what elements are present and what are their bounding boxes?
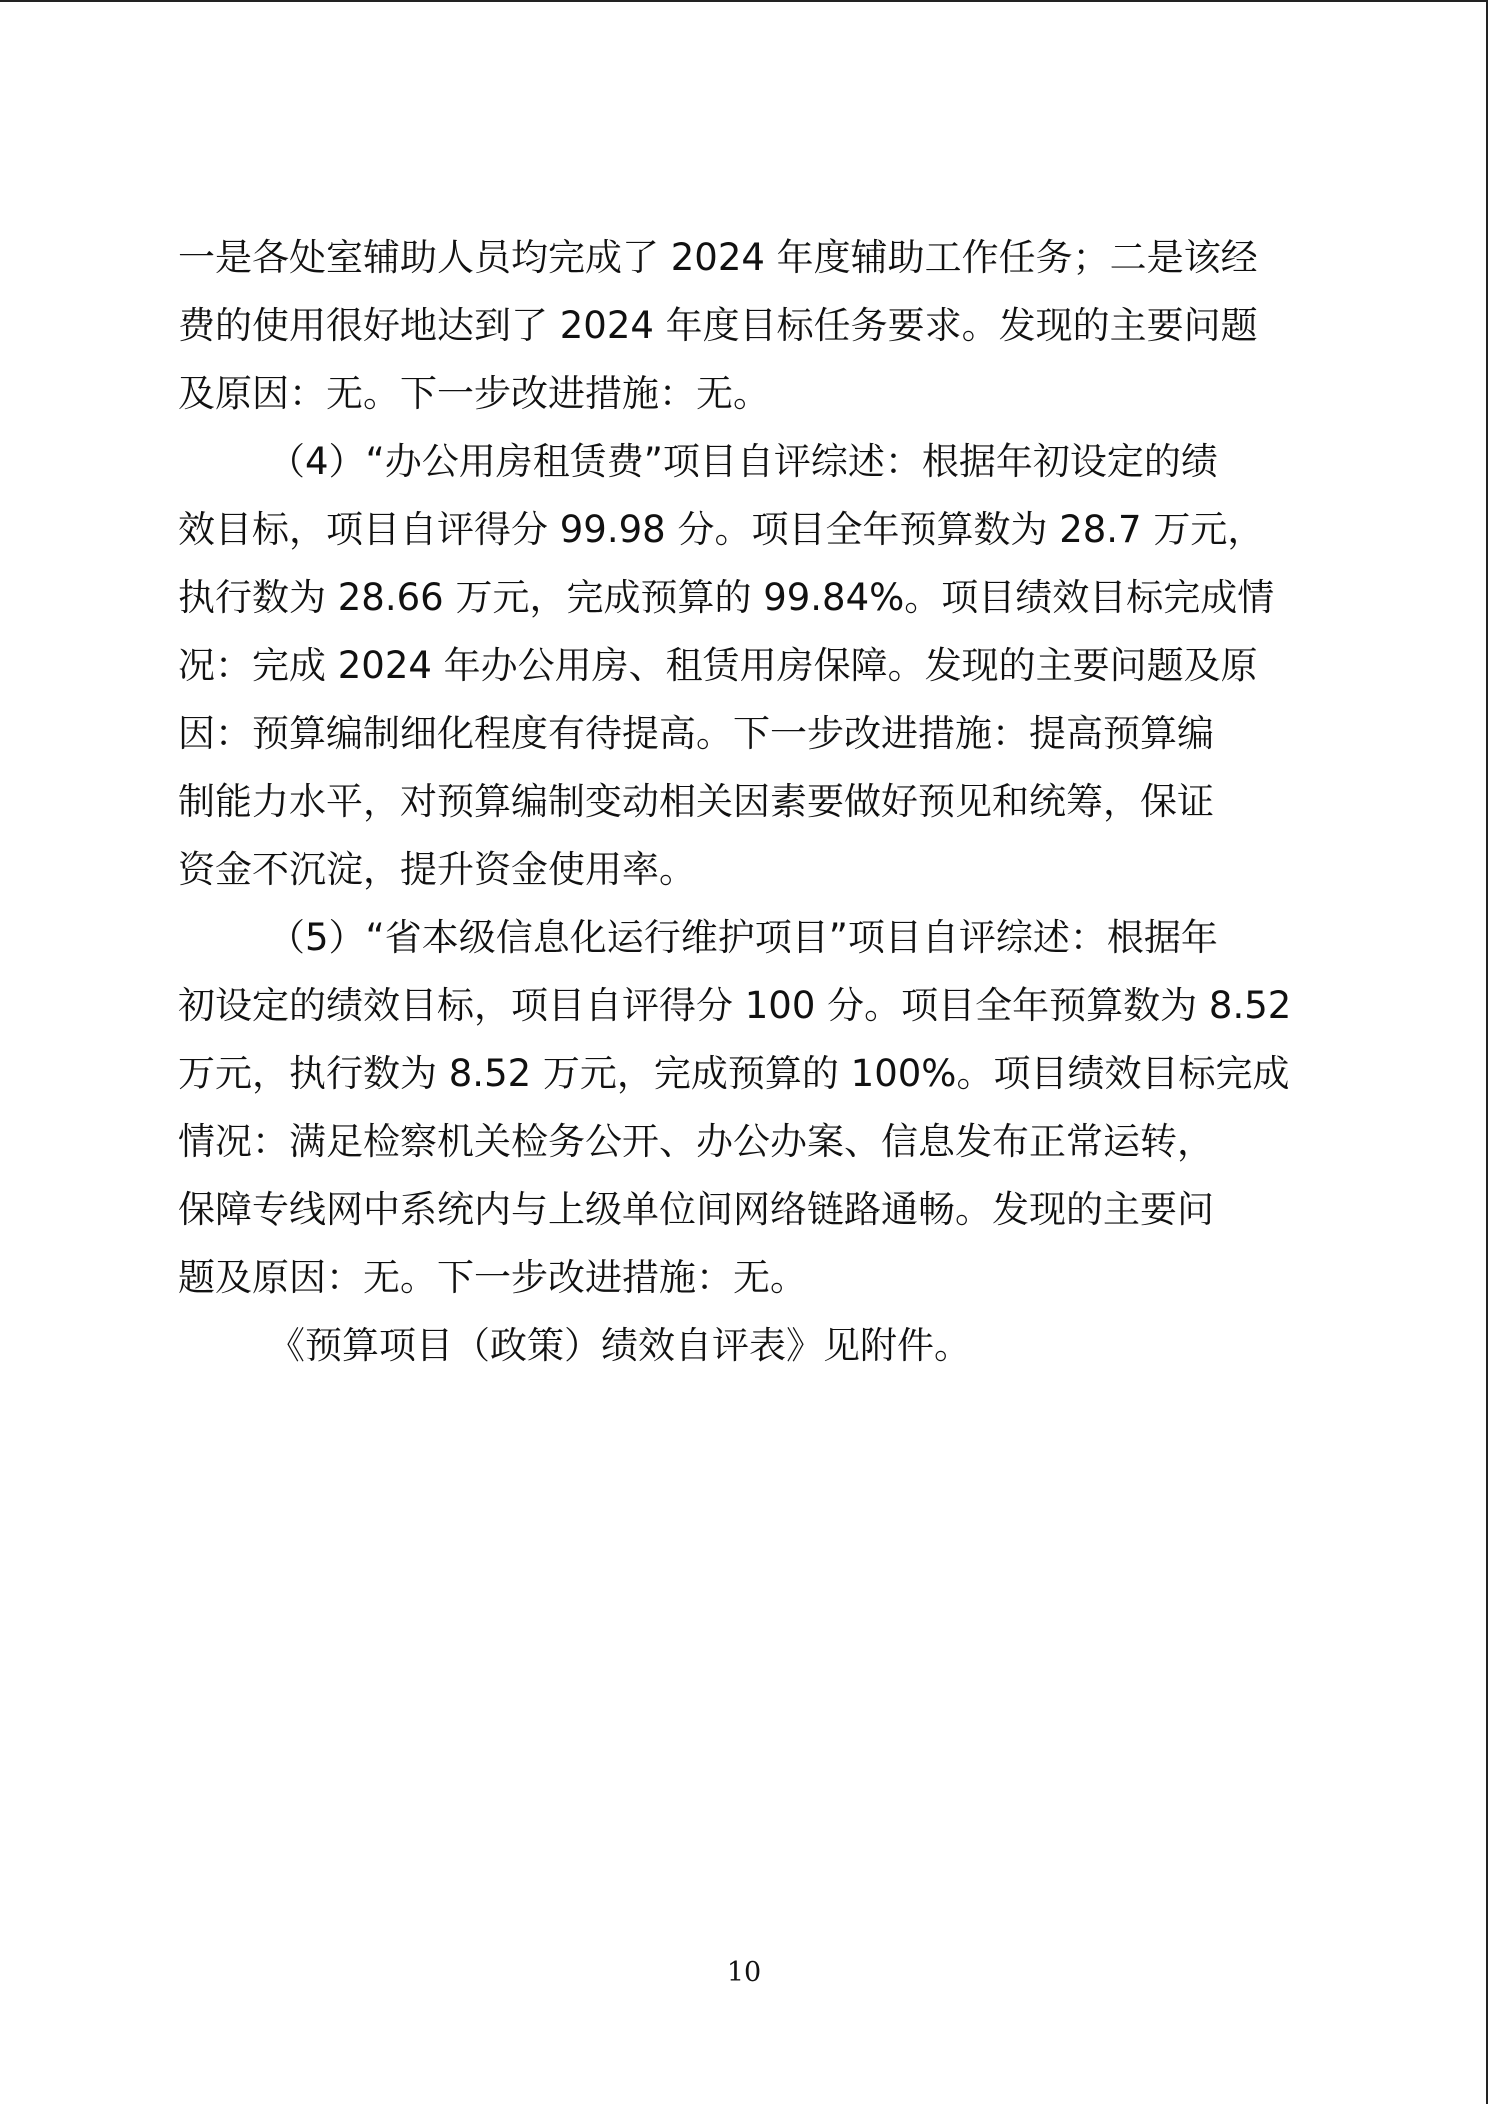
page-number: 10 xyxy=(726,1957,762,1988)
paragraph-5-heading-line: （5）“省本级信息化运行维护项目”项目自评综述：根据年 xyxy=(268,916,1218,959)
text-line: 及原因：无。下一步改进措施：无。 xyxy=(178,372,770,415)
text-line: 制能力水平，对预算编制变动相关因素要做好预见和统筹，保证 xyxy=(178,780,1214,823)
text-line: 万元，执行数为 8.52 万元，完成预算的 100%。项目绩效目标完成 xyxy=(178,1052,1290,1095)
attachment-note: 《预算项目（政策）绩效自评表》见附件。 xyxy=(268,1324,971,1367)
page-border-top xyxy=(0,0,1488,2)
text-line: 执行数为 28.66 万元，完成预算的 99.84%。项目绩效目标完成情 xyxy=(178,576,1275,619)
text-line: 效目标，项目自评得分 99.98 分。项目全年预算数为 28.7 万元， xyxy=(178,508,1265,551)
text-line: 情况：满足检察机关检务公开、办公办案、信息发布正常运转， xyxy=(178,1120,1214,1163)
text-line: 况：完成 2024 年办公用房、租赁用房保障。发现的主要问题及原 xyxy=(178,644,1258,687)
text-line: 资金不沉淀，提升资金使用率。 xyxy=(178,848,696,891)
paragraph-4-heading-line: （4）“办公用房租赁费”项目自评综述：根据年初设定的绩 xyxy=(268,440,1218,483)
text-line: 费的使用很好地达到了 2024 年度目标任务要求。发现的主要问题 xyxy=(178,304,1258,347)
text-line: 保障专线网中系统内与上级单位间网络链路通畅。发现的主要问 xyxy=(178,1188,1214,1231)
text-line: 一是各处室辅助人员均完成了 2024 年度辅助工作任务；二是该经 xyxy=(178,236,1258,279)
document-body xyxy=(178,224,1314,1380)
text-line: 题及原因：无。下一步改进措施：无。 xyxy=(178,1256,807,1299)
text-line: 初设定的绩效目标，项目自评得分 100 分。项目全年预算数为 8.52 xyxy=(178,984,1292,1027)
text-line: 因：预算编制细化程度有待提高。下一步改进措施：提高预算编 xyxy=(178,712,1214,755)
